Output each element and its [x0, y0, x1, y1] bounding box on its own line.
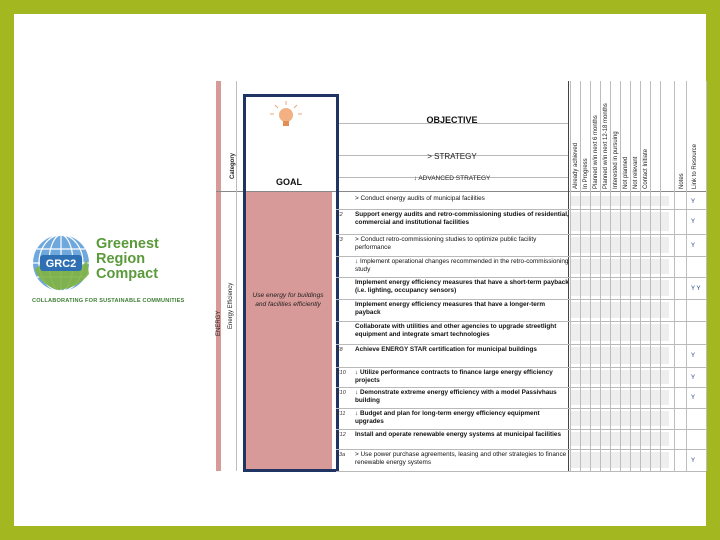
advanced-strategy-header: ↓ ADVANCED STRATEGY	[413, 175, 491, 182]
slide	[14, 14, 706, 526]
row-text: Achieve ENERGY STAR certification for municipal buildings	[355, 346, 537, 353]
resource-link[interactable]: Y	[691, 458, 696, 464]
row-text: > Conduct retro-commissioning studies to optimize public facility performance	[355, 236, 537, 251]
status-col-header: Contact Initiate	[643, 148, 649, 189]
status-cells	[571, 390, 669, 405]
status-col-header: Planned w/in next 12-18 months	[603, 103, 609, 189]
row-divider	[336, 344, 706, 345]
row-text: > Use power purchase agreements, leasing and other strategies to finance renewable energy systems	[355, 451, 567, 466]
status-cells	[571, 237, 669, 253]
status-cells	[571, 347, 669, 364]
status-cells	[571, 432, 669, 446]
status-col-header: Planned w/in next 6 months	[593, 115, 599, 189]
resource-link[interactable]: Y	[691, 199, 696, 205]
strategy-row	[336, 431, 568, 451]
logo-name-line: Compact	[96, 266, 159, 282]
row-number: 7	[336, 324, 340, 330]
row-text: Support energy audits and retro-commissioning studies of residential, commercial and institutional facilities	[355, 211, 569, 226]
category-header: Category	[230, 152, 236, 179]
column-line	[236, 81, 237, 471]
status-cells	[571, 212, 669, 231]
category-sub: Energy Efficiency	[228, 282, 234, 329]
strategy-row	[336, 346, 568, 369]
row-text: > Conduct energy audits of municipal facilities	[355, 195, 485, 202]
resource-link[interactable]: Y	[691, 375, 696, 381]
resource-link[interactable]: Y	[691, 219, 696, 225]
status-col-header: Not relevant	[633, 156, 639, 189]
strategy-row	[336, 211, 568, 236]
row-number: 4	[336, 259, 340, 265]
row-text: Install and operate renewable energy systems at municipal facilities	[355, 431, 561, 438]
resource-link[interactable]: Y	[691, 395, 696, 401]
strategy-table	[216, 81, 706, 472]
logo-name	[96, 237, 159, 282]
row-text: ↓ Utilize performance contracts to finance large energy efficiency projects	[355, 369, 553, 384]
status-cells	[571, 452, 669, 468]
category-color-strip	[216, 81, 221, 471]
status-col-header: In Progress	[583, 158, 589, 189]
globe-logo-icon	[32, 234, 90, 292]
resource-link[interactable]: Y	[691, 353, 696, 359]
status-cells	[571, 324, 669, 341]
objective-header: OBJECTIVE	[426, 115, 478, 125]
status-col-header: Not planned	[623, 156, 629, 189]
strategy-row	[336, 389, 568, 410]
logo-badge: GRC2	[45, 258, 77, 270]
status-cells	[571, 280, 669, 296]
row-number: 5	[336, 280, 340, 286]
link-col-header: Link to Resource	[692, 143, 698, 189]
row-divider	[336, 321, 706, 322]
grc2-logo	[32, 234, 192, 324]
status-cells	[571, 370, 669, 384]
strategy-row	[336, 279, 568, 301]
goal-text: Use energy for buildings and facilities efficiently	[252, 292, 324, 308]
notes-col-header: Notes	[679, 173, 685, 189]
logo-name-line: Greenest	[96, 236, 159, 252]
row-divider	[336, 429, 706, 430]
row-divider	[336, 387, 706, 388]
row-text: Implement energy efficiency measures that have a short-term payback (i.e. lighting, occupancy sensors)	[355, 279, 569, 294]
status-col-header: Already achieved	[573, 142, 579, 189]
row-number: 13a	[336, 452, 346, 458]
status-cells	[571, 411, 669, 426]
row-text: ↓ Budget and plan for long-term energy efficiency equipment upgrades	[355, 410, 540, 425]
row-text: ↓ Implement operational changes recommended in the retro-commissioning study	[355, 258, 569, 273]
status-col-header: Interested in pursuing	[613, 131, 619, 189]
row-number: 1	[336, 196, 340, 202]
row-text: Implement energy efficiency measures that have a longer-term payback	[355, 301, 546, 316]
row-number: E8	[336, 347, 343, 353]
logo-tagline: COLLABORATING FOR SUSTAINABLE COMMUNITIES	[32, 298, 185, 304]
notes-column-line	[706, 81, 707, 471]
strategy-row	[336, 236, 568, 258]
row-text: ↓ Demonstrate extreme energy efficiency with a model Passivhaus building	[355, 389, 557, 404]
row-number: E11	[336, 411, 346, 417]
row-divider	[336, 449, 706, 450]
row-divider	[336, 367, 706, 368]
row-number: E12	[336, 432, 346, 438]
row-number: E10	[336, 390, 346, 396]
goal-column-highlight	[243, 94, 339, 472]
strategy-row	[336, 323, 568, 346]
strategy-row	[336, 451, 568, 473]
goal-header: GOAL	[276, 177, 302, 187]
strategy-row	[336, 369, 568, 389]
notes-column-line	[674, 81, 675, 471]
status-cells	[571, 259, 669, 274]
row-divider	[336, 277, 706, 278]
row-number: E3	[336, 237, 343, 243]
strategy-row	[336, 258, 568, 279]
row-divider	[336, 256, 706, 257]
strategy-row	[336, 410, 568, 431]
resource-link[interactable]: Y Y	[691, 286, 701, 292]
strategy-header: > STRATEGY	[427, 152, 477, 161]
status-cells	[571, 302, 669, 318]
row-number: E10	[336, 370, 346, 376]
row-number: E2	[336, 212, 343, 218]
row-divider	[336, 209, 706, 210]
status-cells	[571, 196, 669, 206]
notes-column-line	[686, 81, 687, 471]
row-divider	[336, 234, 706, 235]
row-number: 6	[336, 302, 340, 308]
row-divider	[336, 471, 706, 472]
resource-link[interactable]: Y	[691, 243, 696, 249]
row-text: Collaborate with utilities and other agencies to upgrade streetlight equipment and integrate smart technologies	[355, 323, 557, 338]
strategy-row	[336, 301, 568, 323]
row-divider	[336, 299, 706, 300]
logo-name-line: Region	[96, 251, 146, 267]
category-main: ENERGY	[216, 310, 222, 336]
row-divider	[336, 408, 706, 409]
